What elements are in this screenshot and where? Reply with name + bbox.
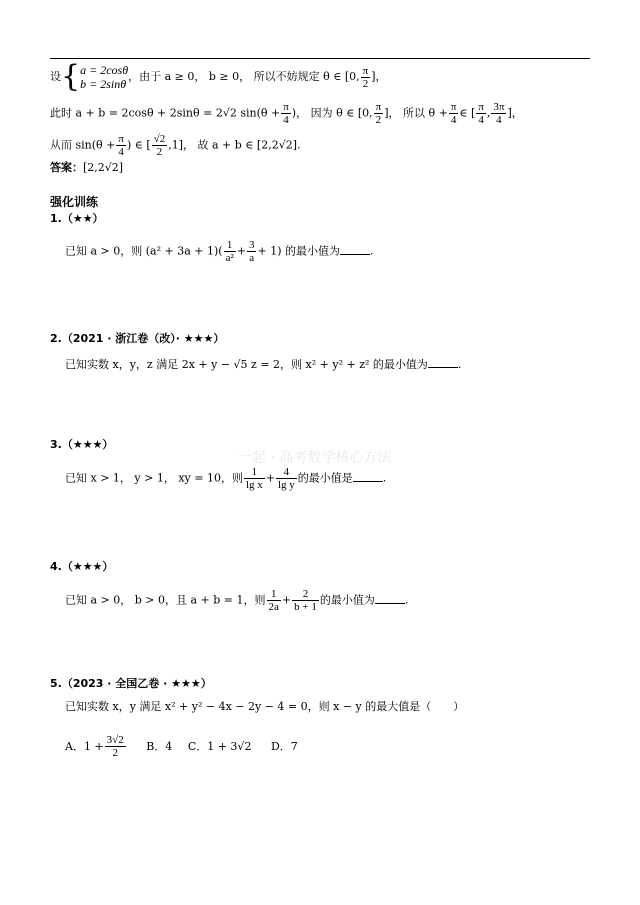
solution-line-3	[50, 133, 301, 158]
solution-text-3c: ,1]， 故 a + b ∈ [2,2√2].	[168, 138, 301, 152]
answer-blank	[428, 357, 458, 368]
problem-4-text-c: 的最小值为	[319, 593, 375, 607]
problem-3-text-a: 已知 x > 1， y > 1， xy = 10，则	[65, 471, 243, 485]
fraction-sqrt2-over-2: $\frac{√2}{2}$	[153, 133, 166, 158]
problem-4-text	[65, 588, 408, 613]
header-rule	[50, 58, 590, 59]
problem-1-text-a: 已知 a > 0，则 (a² + 3a + 1)(	[65, 244, 223, 258]
solution-text-2b: )， 因为 θ ∈ [0,	[291, 106, 373, 120]
problem-2-text	[65, 357, 461, 372]
fraction-pi-over-4: $\frac{\pi}{4}$	[283, 101, 289, 126]
problem-3-text	[65, 466, 386, 491]
problem-5-header: 5.（2023 · 全国乙卷 · ★★★）	[50, 677, 212, 690]
problem-3-text-c: 的最小值是	[297, 471, 353, 485]
option-c[interactable]: C．1 + 3√2	[187, 739, 252, 753]
option-d[interactable]: D．7	[270, 739, 298, 753]
watermark: 一起 · 高考数学核心方法	[238, 450, 392, 466]
fraction-pi-over-4: $\frac{\pi}{4}$	[450, 101, 457, 126]
option-a[interactable]	[65, 734, 127, 759]
solution-text-2: 此时 a + b = 2cosθ + 2sinθ = 2√2 sin(θ +	[50, 106, 281, 120]
solution-text-3b: ) ∈ [	[126, 138, 151, 152]
fraction-pi-over-2: $\frac{\pi}{2}$	[375, 101, 382, 126]
problem-1-header: 1.（★★）	[50, 212, 104, 225]
problem-1-end: .	[369, 244, 374, 258]
problem-4-end: .	[404, 593, 409, 607]
solution-text-1: ，由于 a ≥ 0， b ≥ 0， 所以不妨规定 θ ∈ [0,	[128, 70, 360, 83]
problem-2-body: 已知实数 x，y，z 满足 2x + y − √5 z = 2，则 x² + y² + z² 的最小值为	[65, 358, 428, 371]
section-title: 强化训练	[50, 195, 99, 209]
answer-blank	[375, 593, 405, 604]
fraction-1-over-a2: $\frac{1}{\text{a²}}$	[225, 239, 234, 264]
fraction-3sqrt2-over-2: $\frac{3√2}{2}$	[106, 734, 124, 759]
equation-b: b = 2sinθ	[80, 77, 127, 91]
problem-1-text	[65, 239, 373, 264]
fraction-pi-over-4: $\frac{\pi}{4}$	[118, 133, 124, 158]
left-brace: {	[61, 59, 81, 94]
problem-3-header: 3.（★★★）	[50, 438, 114, 451]
fraction-2-over-b-plus-1: $\frac{2}{b + 1}$	[294, 588, 317, 613]
answer-value: [2,2√2]	[83, 161, 124, 174]
solution-text-2c: ]， 所以 θ +	[384, 106, 448, 120]
fraction-4-over-lgy: $\frac{4}{\text{lg y}}$	[277, 466, 295, 491]
solution-text-3: 从而 sin(θ +	[50, 138, 116, 152]
equation-a: a = 2cosθ	[80, 63, 129, 77]
problem-4-plus: +	[281, 593, 292, 607]
solution-line-1	[50, 59, 387, 94]
option-a-text: 1 +	[83, 739, 104, 753]
solution-text-2d: ∈ [	[459, 106, 476, 120]
answer-blank	[353, 471, 383, 482]
solution-text-1-end: ]，	[371, 70, 387, 83]
fraction-1-over-lgx: $\frac{1}{\text{lg x}}$	[245, 466, 263, 491]
set-label: 设	[50, 70, 61, 83]
answer-blank	[340, 244, 370, 255]
problem-4-header: 4.（★★★）	[50, 560, 114, 573]
fraction-3pi-over-4: $\frac{3\pi}{4}$	[493, 101, 505, 126]
problem-5-options	[65, 734, 298, 759]
problem-3-end: .	[382, 471, 387, 485]
problem-2-header: 2.（2021 · 浙江卷（改）· ★★★）	[50, 332, 225, 345]
problem-2-end: .	[457, 358, 462, 371]
fraction-1-over-2a: $\frac{1}{2a}$	[268, 588, 279, 613]
fraction-pi-over-4: $\frac{\pi}{4}$	[478, 101, 484, 126]
problem-1-plus: +	[236, 244, 246, 258]
fraction-3-over-a: $\frac{3}{a}$	[248, 239, 255, 264]
option-b[interactable]: B．4	[146, 739, 173, 753]
fraction-pi-over-2: $\frac{\pi}{2}$	[362, 64, 369, 90]
problem-5-text: 已知实数 x，y 满足 x² + y² − 4x − 2y − 4 = 0，则 x − y 的最大值是（ ）	[65, 700, 465, 713]
problem-4-text-a: 已知 a > 0， b > 0，且 a + b = 1，则	[65, 593, 266, 607]
solution-line-2: 此时 a + b = 2cosθ + 2sinθ = 2√2 sin(θ + $\frac{\pi}{4}$ )， 因为 θ ∈ [0, $\frac{\pi}{2}$ ]， 所以 θ + $\frac{\pi}{4}$ ∈ [ $\frac{\pi}{4}$ , $\frac{3\pi}{4}$ ]，	[50, 101, 523, 126]
option-a-label: A．	[65, 739, 84, 753]
problem-3-plus: +	[265, 471, 275, 485]
problem-1-text-c: + 1) 的最小值为	[257, 244, 340, 258]
answer-line	[50, 161, 123, 175]
solution-text-2e: ]，	[507, 106, 523, 120]
equation-system	[80, 63, 128, 91]
answer-label: 答案：	[50, 161, 83, 174]
